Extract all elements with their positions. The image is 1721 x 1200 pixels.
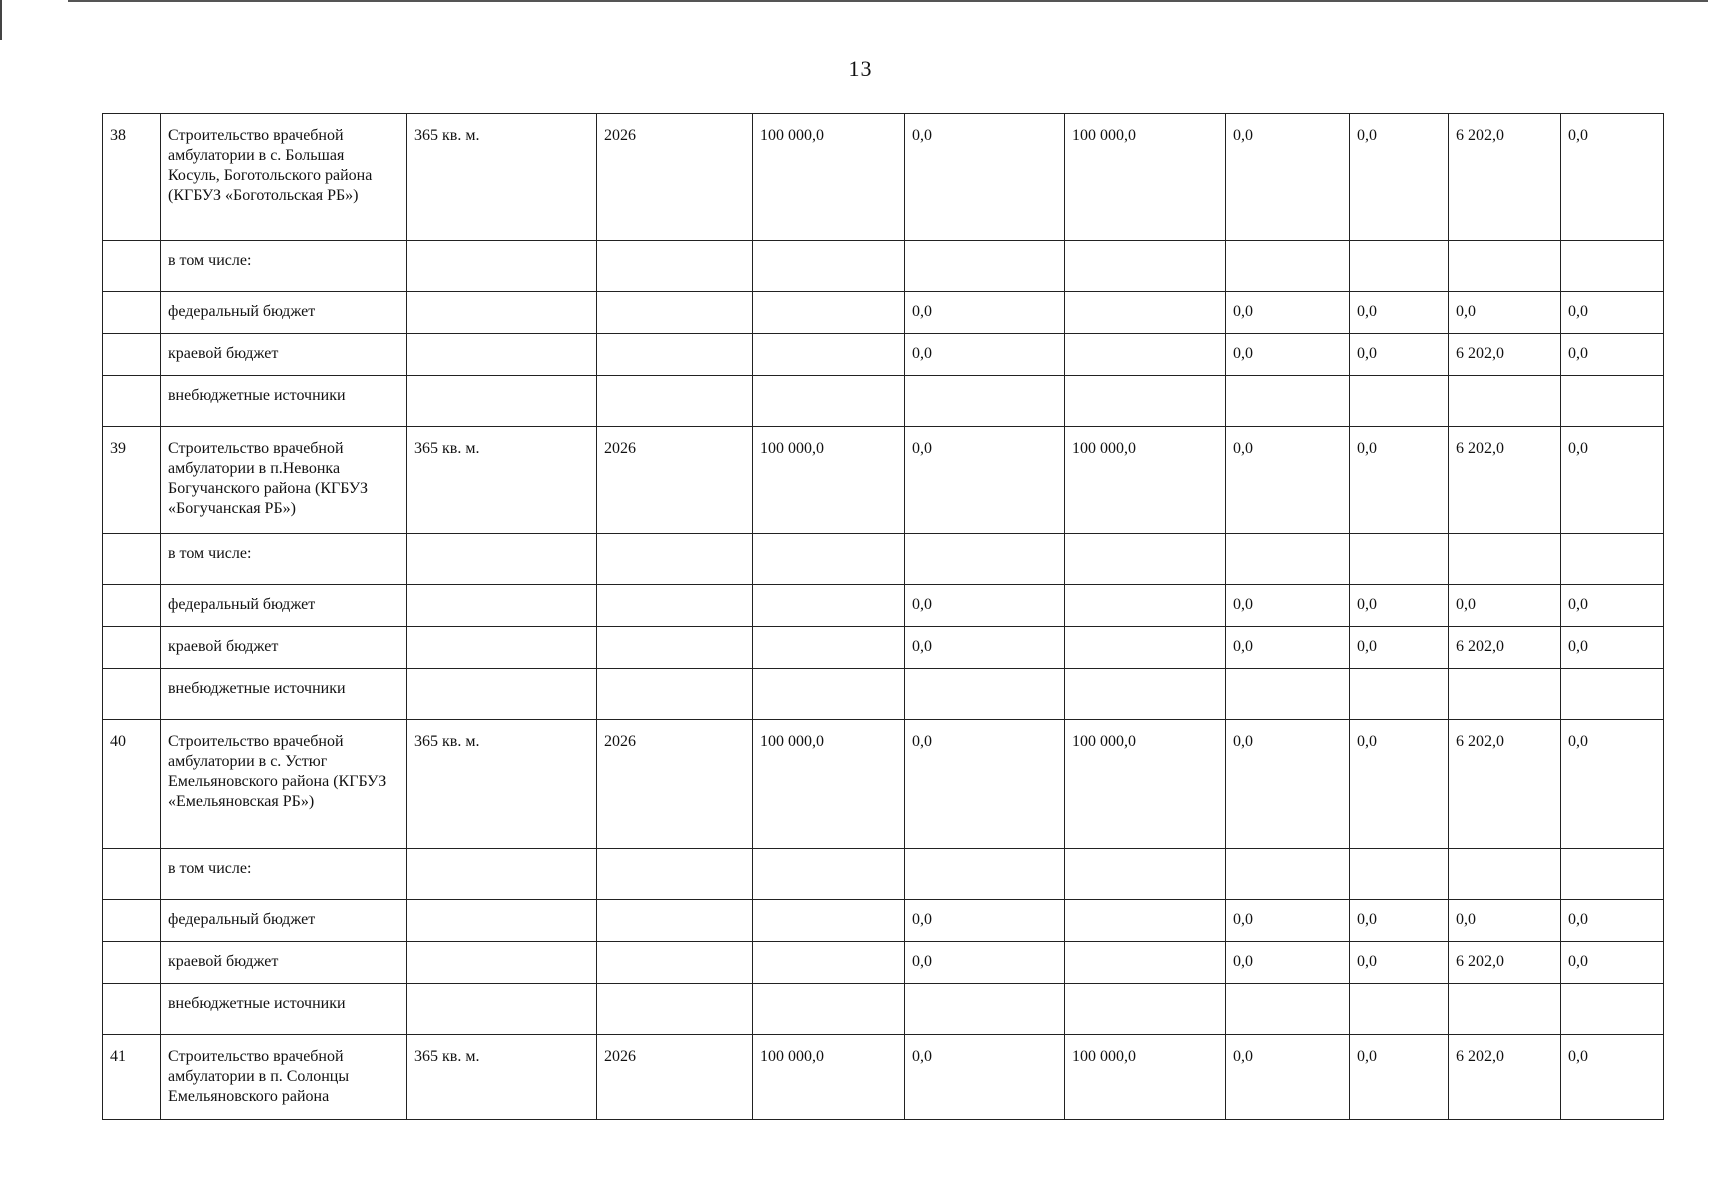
total-cost-cell — [753, 376, 905, 427]
empty-capacity-cell — [407, 942, 597, 984]
top-border-line — [68, 0, 1708, 2]
remaining-cost-cell — [1065, 900, 1226, 942]
empty-capacity-cell — [407, 334, 597, 376]
remaining-cost-cell: 100 000,0 — [1065, 114, 1226, 241]
remaining-cost-cell: 100 000,0 — [1065, 427, 1226, 534]
remaining-cost-cell — [1065, 334, 1226, 376]
year-cell: 2026 — [597, 720, 753, 849]
year-1-cell — [1226, 984, 1350, 1035]
year-4-cell — [1561, 534, 1664, 585]
capacity-cell: 365 кв. м. — [407, 720, 597, 849]
row-number-cell: 39 — [103, 427, 161, 534]
row-number-cell: 38 — [103, 114, 161, 241]
year-3-cell — [1449, 376, 1561, 427]
year-1-cell: 0,0 — [1226, 720, 1350, 849]
remaining-cost-cell: 100 000,0 — [1065, 720, 1226, 849]
spent-before-cell: 0,0 — [905, 427, 1065, 534]
spent-before-cell: 0,0 — [905, 292, 1065, 334]
project-row — [103, 1035, 1664, 1120]
empty-year-cell — [597, 669, 753, 720]
year-2-cell: 0,0 — [1350, 627, 1449, 669]
year-1-cell — [1226, 376, 1350, 427]
year-2-cell: 0,0 — [1350, 1035, 1449, 1120]
funding-source-row — [103, 292, 1664, 334]
project-row — [103, 427, 1664, 534]
year-1-cell: 0,0 — [1226, 427, 1350, 534]
empty-year-cell — [597, 334, 753, 376]
empty-capacity-cell — [407, 900, 597, 942]
year-1-cell: 0,0 — [1226, 334, 1350, 376]
spent-before-cell: 0,0 — [905, 900, 1065, 942]
spent-before-cell — [905, 849, 1065, 900]
year-3-cell: 6 202,0 — [1449, 720, 1561, 849]
year-cell: 2026 — [597, 427, 753, 534]
empty-capacity-cell — [407, 292, 597, 334]
empty-year-cell — [597, 849, 753, 900]
row-number-cell: 41 — [103, 1035, 161, 1120]
project-name-cell: Строительство врачебной амбулатории в с. Устюг Емельяновского района (КГБУЗ «Емельяновская РБ») — [161, 720, 407, 849]
remaining-cost-cell — [1065, 292, 1226, 334]
year-4-cell — [1561, 984, 1664, 1035]
funding-source-label: федеральный бюджет — [161, 585, 407, 627]
total-cost-cell — [753, 241, 905, 292]
total-cost-cell — [753, 627, 905, 669]
funding-source-label: краевой бюджет — [161, 942, 407, 984]
year-1-cell: 0,0 — [1226, 942, 1350, 984]
empty-capacity-cell — [407, 984, 597, 1035]
year-4-cell: 0,0 — [1561, 114, 1664, 241]
spent-before-cell: 0,0 — [905, 627, 1065, 669]
total-cost-cell — [753, 669, 905, 720]
empty-number-cell — [103, 292, 161, 334]
year-1-cell: 0,0 — [1226, 627, 1350, 669]
funding-source-label: в том числе: — [161, 534, 407, 585]
funding-source-row — [103, 900, 1664, 942]
year-1-cell: 0,0 — [1226, 585, 1350, 627]
year-4-cell: 0,0 — [1561, 942, 1664, 984]
year-3-cell: 0,0 — [1449, 292, 1561, 334]
year-1-cell: 0,0 — [1226, 900, 1350, 942]
empty-year-cell — [597, 292, 753, 334]
year-3-cell — [1449, 849, 1561, 900]
year-3-cell: 6 202,0 — [1449, 114, 1561, 241]
year-4-cell: 0,0 — [1561, 427, 1664, 534]
total-cost-cell — [753, 942, 905, 984]
empty-number-cell — [103, 984, 161, 1035]
year-2-cell — [1350, 984, 1449, 1035]
total-cost-cell: 100 000,0 — [753, 427, 905, 534]
year-4-cell: 0,0 — [1561, 292, 1664, 334]
spent-before-cell: 0,0 — [905, 114, 1065, 241]
year-2-cell: 0,0 — [1350, 585, 1449, 627]
empty-year-cell — [597, 585, 753, 627]
empty-year-cell — [597, 241, 753, 292]
year-4-cell — [1561, 669, 1664, 720]
empty-year-cell — [597, 984, 753, 1035]
year-2-cell — [1350, 669, 1449, 720]
year-4-cell: 0,0 — [1561, 900, 1664, 942]
year-4-cell — [1561, 376, 1664, 427]
spent-before-cell — [905, 534, 1065, 585]
spent-before-cell — [905, 984, 1065, 1035]
funding-source-row — [103, 942, 1664, 984]
year-2-cell — [1350, 376, 1449, 427]
total-cost-cell — [753, 292, 905, 334]
year-4-cell: 0,0 — [1561, 627, 1664, 669]
year-2-cell: 0,0 — [1350, 292, 1449, 334]
table-body — [103, 114, 1664, 1120]
empty-capacity-cell — [407, 669, 597, 720]
remaining-cost-cell — [1065, 534, 1226, 585]
year-2-cell: 0,0 — [1350, 114, 1449, 241]
project-name-cell: Строительство врачебной амбулатории в п.Невонка Богучанского района (КГБУЗ «Богучанская РБ») — [161, 427, 407, 534]
year-1-cell — [1226, 669, 1350, 720]
funding-source-row — [103, 585, 1664, 627]
year-3-cell — [1449, 984, 1561, 1035]
remaining-cost-cell — [1065, 627, 1226, 669]
scan-edge-mark — [0, 0, 2, 40]
spent-before-cell: 0,0 — [905, 334, 1065, 376]
spent-before-cell: 0,0 — [905, 942, 1065, 984]
empty-capacity-cell — [407, 376, 597, 427]
empty-capacity-cell — [407, 849, 597, 900]
page-number: 13 — [848, 56, 873, 81]
total-cost-cell: 100 000,0 — [753, 1035, 905, 1120]
remaining-cost-cell — [1065, 585, 1226, 627]
empty-year-cell — [597, 376, 753, 427]
year-2-cell: 0,0 — [1350, 942, 1449, 984]
project-name-cell: Строительство врачебной амбулатории в п. Солонцы Емельяновского района — [161, 1035, 407, 1120]
empty-year-cell — [597, 627, 753, 669]
empty-number-cell — [103, 627, 161, 669]
empty-number-cell — [103, 534, 161, 585]
empty-year-cell — [597, 534, 753, 585]
funding-source-label: в том числе: — [161, 849, 407, 900]
year-2-cell — [1350, 849, 1449, 900]
total-cost-cell — [753, 849, 905, 900]
empty-number-cell — [103, 334, 161, 376]
year-4-cell: 0,0 — [1561, 720, 1664, 849]
total-cost-cell: 100 000,0 — [753, 720, 905, 849]
remaining-cost-cell — [1065, 376, 1226, 427]
year-3-cell: 6 202,0 — [1449, 334, 1561, 376]
year-2-cell — [1350, 241, 1449, 292]
funding-source-label: федеральный бюджет — [161, 900, 407, 942]
year-3-cell: 6 202,0 — [1449, 627, 1561, 669]
year-2-cell: 0,0 — [1350, 334, 1449, 376]
total-cost-cell — [753, 534, 905, 585]
project-row — [103, 720, 1664, 849]
year-4-cell: 0,0 — [1561, 1035, 1664, 1120]
remaining-cost-cell: 100 000,0 — [1065, 1035, 1226, 1120]
year-3-cell: 6 202,0 — [1449, 1035, 1561, 1120]
funding-source-row — [103, 627, 1664, 669]
year-1-cell — [1226, 534, 1350, 585]
year-1-cell: 0,0 — [1226, 292, 1350, 334]
empty-capacity-cell — [407, 241, 597, 292]
total-cost-cell — [753, 334, 905, 376]
spent-before-cell — [905, 669, 1065, 720]
empty-capacity-cell — [407, 534, 597, 585]
spent-before-cell: 0,0 — [905, 585, 1065, 627]
funding-source-row — [103, 984, 1664, 1035]
year-3-cell — [1449, 669, 1561, 720]
year-4-cell — [1561, 849, 1664, 900]
year-1-cell — [1226, 241, 1350, 292]
empty-number-cell — [103, 241, 161, 292]
empty-number-cell — [103, 376, 161, 427]
empty-capacity-cell — [407, 585, 597, 627]
spent-before-cell — [905, 241, 1065, 292]
year-3-cell — [1449, 241, 1561, 292]
empty-year-cell — [597, 900, 753, 942]
funding-source-row — [103, 669, 1664, 720]
year-1-cell: 0,0 — [1226, 114, 1350, 241]
spent-before-cell: 0,0 — [905, 720, 1065, 849]
remaining-cost-cell — [1065, 849, 1226, 900]
funding-source-label: краевой бюджет — [161, 334, 407, 376]
empty-number-cell — [103, 942, 161, 984]
year-2-cell: 0,0 — [1350, 427, 1449, 534]
empty-year-cell — [597, 942, 753, 984]
spent-before-cell — [905, 376, 1065, 427]
year-3-cell: 6 202,0 — [1449, 942, 1561, 984]
year-3-cell — [1449, 534, 1561, 585]
empty-number-cell — [103, 849, 161, 900]
project-row — [103, 114, 1664, 241]
year-2-cell — [1350, 534, 1449, 585]
funding-source-label: внебюджетные источники — [161, 669, 407, 720]
spent-before-cell: 0,0 — [905, 1035, 1065, 1120]
total-cost-cell — [753, 585, 905, 627]
year-4-cell: 0,0 — [1561, 585, 1664, 627]
year-3-cell: 0,0 — [1449, 585, 1561, 627]
total-cost-cell — [753, 984, 905, 1035]
remaining-cost-cell — [1065, 984, 1226, 1035]
capacity-cell: 365 кв. м. — [407, 114, 597, 241]
funding-source-label: внебюджетные источники — [161, 984, 407, 1035]
remaining-cost-cell — [1065, 942, 1226, 984]
funding-source-row — [103, 849, 1664, 900]
empty-capacity-cell — [407, 627, 597, 669]
funding-source-label: внебюджетные источники — [161, 376, 407, 427]
construction-budget-table — [102, 113, 1664, 1120]
capacity-cell: 365 кв. м. — [407, 427, 597, 534]
year-2-cell: 0,0 — [1350, 720, 1449, 849]
remaining-cost-cell — [1065, 669, 1226, 720]
year-3-cell: 0,0 — [1449, 900, 1561, 942]
year-4-cell — [1561, 241, 1664, 292]
year-cell: 2026 — [597, 1035, 753, 1120]
funding-source-row — [103, 376, 1664, 427]
funding-source-row — [103, 241, 1664, 292]
funding-source-row — [103, 334, 1664, 376]
funding-source-label: федеральный бюджет — [161, 292, 407, 334]
year-1-cell: 0,0 — [1226, 1035, 1350, 1120]
empty-number-cell — [103, 900, 161, 942]
capacity-cell: 365 кв. м. — [407, 1035, 597, 1120]
total-cost-cell: 100 000,0 — [753, 114, 905, 241]
year-3-cell: 6 202,0 — [1449, 427, 1561, 534]
year-4-cell: 0,0 — [1561, 334, 1664, 376]
year-cell: 2026 — [597, 114, 753, 241]
row-number-cell: 40 — [103, 720, 161, 849]
total-cost-cell — [753, 900, 905, 942]
project-name-cell: Строительство врачебной амбулатории в с. Большая Косуль, Боготольского района (КГБУЗ «Боготольская РБ») — [161, 114, 407, 241]
funding-source-label: в том числе: — [161, 241, 407, 292]
funding-source-label: краевой бюджет — [161, 627, 407, 669]
empty-number-cell — [103, 585, 161, 627]
remaining-cost-cell — [1065, 241, 1226, 292]
year-1-cell — [1226, 849, 1350, 900]
year-2-cell: 0,0 — [1350, 900, 1449, 942]
empty-number-cell — [103, 669, 161, 720]
funding-source-row — [103, 534, 1664, 585]
